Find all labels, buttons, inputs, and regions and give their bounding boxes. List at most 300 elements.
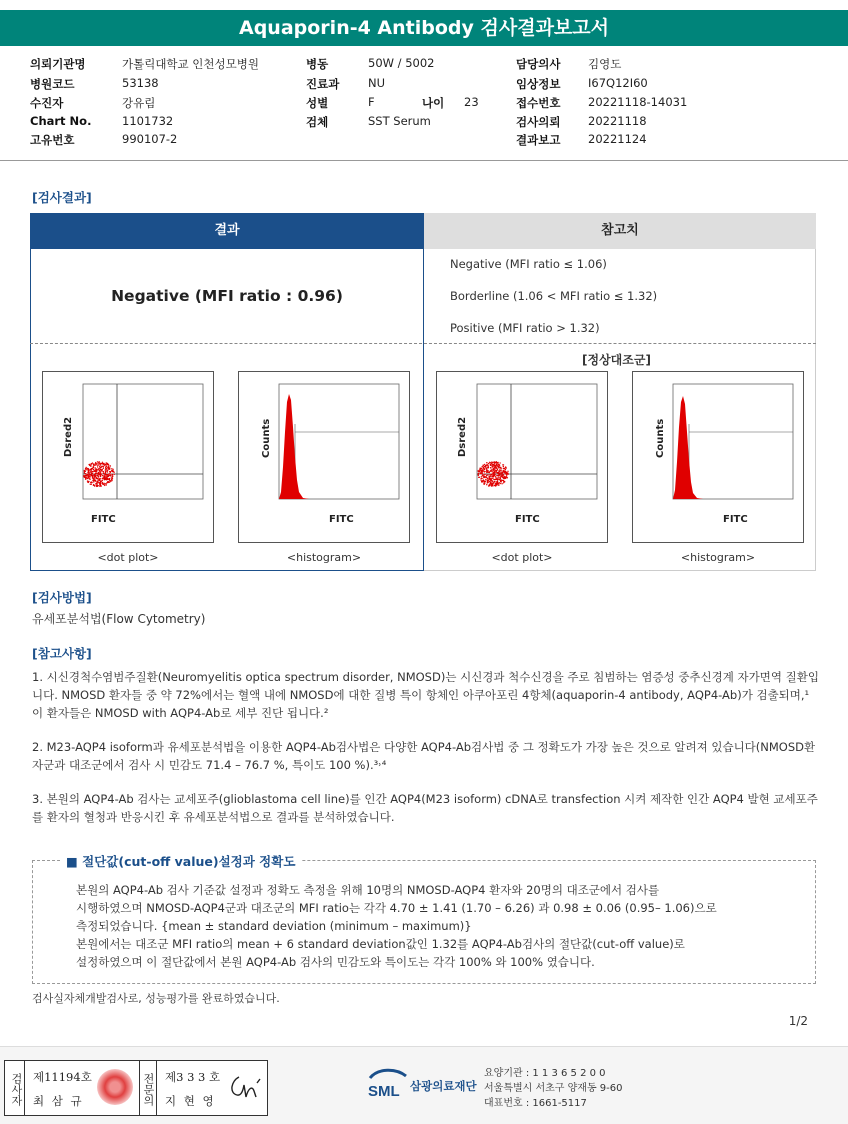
cell-event-dot [97, 478, 98, 479]
info-label: 고유번호 [30, 133, 75, 147]
cell-event-dot [100, 463, 101, 464]
plot-caption: <dot plot> [491, 551, 553, 564]
cell-event-dot [87, 480, 88, 481]
cell-event-dot [98, 473, 99, 474]
plot-xlabel: FITC [515, 514, 540, 525]
cell-event-dot [494, 463, 495, 464]
footnote: 검사실자체개발검사로, 성능평가를 완료하였습니다. [32, 992, 280, 1005]
cell-event-dot [491, 470, 492, 471]
cell-event-dot [92, 473, 93, 474]
cell-event-dot [110, 474, 111, 475]
cell-event-dot [108, 465, 109, 466]
cell-event-dot [95, 462, 96, 463]
cell-event-dot [88, 474, 89, 475]
cell-event-dot [497, 462, 498, 463]
cell-event-dot [109, 479, 110, 480]
cell-event-dot [478, 475, 479, 476]
cell-event-dot [505, 477, 506, 478]
cell-event-dot [498, 473, 499, 474]
cell-event-dot [486, 470, 487, 471]
cell-event-dot [484, 468, 485, 469]
cell-event-dot [497, 479, 498, 480]
cell-event-dot [498, 464, 499, 465]
cutoff-line: 시행하였으며 NMOSD-AQP4군과 대조군의 MFI ratio는 각각 4.70 ± 1.41 (1.70 – 6.26) 과 0.98 ± 0.06 (0.95– 1.06)으로 [76, 901, 717, 915]
info-label: 성별 [306, 96, 329, 110]
page-number: 1/2 [788, 1014, 808, 1028]
cell-event-dot [95, 463, 96, 464]
cell-event-dot [92, 471, 93, 472]
cell-event-dot [486, 462, 487, 463]
info-value: NU [368, 76, 386, 90]
cell-event-dot [492, 484, 493, 485]
cell-event-dot [506, 467, 507, 468]
info-row [30, 95, 830, 113]
cell-event-dot [100, 473, 101, 474]
cell-event-dot [507, 471, 508, 472]
cell-event-dot [99, 480, 100, 481]
cell-event-dot [112, 476, 113, 477]
cell-event-dot [98, 478, 99, 479]
cell-event-dot [500, 478, 501, 479]
cell-event-dot [484, 471, 485, 472]
cell-event-dot [97, 482, 98, 483]
result-value: Negative (MFI ratio : 0.96) [111, 287, 343, 305]
cell-event-dot [103, 473, 104, 474]
cell-event-dot [503, 468, 504, 469]
cell-event-dot [103, 478, 104, 479]
cell-event-dot [98, 462, 99, 463]
info-value: SST Serum [368, 114, 431, 128]
cell-event-dot [98, 476, 99, 477]
dashed-divider [30, 343, 816, 344]
cell-event-dot [478, 477, 479, 478]
cell-event-dot [482, 470, 483, 471]
inst-line: 서울특별시 서초구 양재동 9-60 [484, 1083, 623, 1094]
cell-event-dot [85, 469, 86, 470]
info-label: 병동 [306, 57, 329, 71]
cell-event-dot [83, 475, 84, 476]
cell-event-dot [97, 485, 98, 486]
cell-event-dot [494, 462, 495, 463]
cell-event-dot [85, 473, 86, 474]
cell-event-dot [508, 473, 509, 474]
cell-event-dot [488, 479, 489, 480]
cell-event-dot [484, 465, 485, 466]
cell-event-dot [494, 465, 495, 466]
cell-event-dot [97, 466, 98, 467]
cell-event-dot [495, 467, 496, 468]
cell-event-dot [102, 478, 103, 479]
cell-event-dot [489, 485, 490, 486]
cell-event-dot [494, 485, 495, 486]
cell-event-dot [104, 483, 105, 484]
cell-event-dot [112, 470, 113, 471]
cell-event-dot [497, 466, 498, 467]
note-item: 2. M23-AQP4 isoform과 유세포분석법을 이용한 AQP4-Ab검사법은 다양한 AQP4-Ab검사법 중 그 정확도가 가장 높은 것으로 알려져 있습니다(NMOSD환자군과 대조군에서 검사 시 민감도 71.4 – 76.7 %, 특이도 100 %).³˒⁴ [32, 740, 816, 772]
cell-event-dot [90, 484, 91, 485]
cell-event-dot [480, 472, 481, 473]
cell-event-dot [506, 474, 507, 475]
cell-event-dot [494, 481, 495, 482]
cell-event-dot [499, 468, 500, 469]
cell-event-dot [94, 477, 95, 478]
cell-event-dot [95, 480, 96, 481]
cell-event-dot [88, 477, 89, 478]
cell-event-dot [506, 472, 507, 473]
cell-event-dot [485, 468, 486, 469]
cell-event-dot [93, 478, 94, 479]
cell-event-dot [109, 473, 110, 474]
patient-dot-plot [42, 371, 214, 543]
cell-event-dot [93, 464, 94, 465]
cell-event-dot [490, 467, 491, 468]
cell-event-dot [90, 465, 91, 466]
institution-info [484, 1066, 623, 1111]
cell-event-dot [105, 477, 106, 478]
cutoff-line: 설정하였으며 이 절단값에서 본원 AQP4-Ab 검사의 민감도와 특이도는 각각 100% 와 100% 였습니다. [76, 955, 595, 969]
cell-event-dot [489, 474, 490, 475]
cell-event-dot [492, 466, 493, 467]
cell-event-dot [479, 471, 480, 472]
info-value: 20221124 [588, 132, 647, 146]
specialist-name: 지 현 영 [165, 1094, 216, 1108]
cell-event-dot [482, 473, 483, 474]
header-divider [0, 160, 848, 161]
plot-xlabel: FITC [329, 514, 354, 525]
cell-event-dot [96, 486, 97, 487]
cell-event-dot [500, 470, 501, 471]
inspector-label: 검사자 [5, 1061, 25, 1115]
cell-event-dot [95, 473, 96, 474]
cell-event-dot [100, 482, 101, 483]
cell-event-dot [492, 478, 493, 479]
reference-header: 참고치 [424, 213, 816, 249]
cell-event-dot [100, 474, 101, 475]
info-label: 수진자 [30, 96, 64, 110]
cell-event-dot [496, 463, 497, 464]
cell-event-dot [105, 469, 106, 470]
cell-event-dot [505, 473, 506, 474]
cell-event-dot [107, 464, 108, 465]
cell-event-dot [486, 472, 487, 473]
cell-event-dot [490, 464, 491, 465]
cell-event-dot [491, 480, 492, 481]
cell-event-dot [500, 467, 501, 468]
cell-event-dot [107, 474, 108, 475]
cell-event-dot [493, 479, 494, 480]
cell-event-dot [483, 480, 484, 481]
cell-event-dot [101, 466, 102, 467]
cell-event-dot [99, 471, 100, 472]
cell-event-dot [501, 468, 502, 469]
cell-event-dot [501, 483, 502, 484]
cell-event-dot [487, 482, 488, 483]
cell-event-dot [480, 479, 481, 480]
info-row [30, 132, 830, 150]
inspector-license: 제11194호 [33, 1070, 92, 1084]
cell-event-dot [105, 474, 106, 475]
cell-event-dot [490, 475, 491, 476]
cell-event-dot [503, 480, 504, 481]
cell-event-dot [97, 464, 98, 465]
cell-event-dot [92, 462, 93, 463]
inst-line: 대표번호 : 1661-5117 [484, 1098, 587, 1109]
cell-event-dot [98, 468, 99, 469]
cell-event-dot [97, 481, 98, 482]
cell-event-dot [109, 467, 110, 468]
cell-event-dot [496, 470, 497, 471]
cell-event-dot [482, 475, 483, 476]
info-value: 김영도 [588, 57, 622, 71]
cell-event-dot [102, 462, 103, 463]
cell-event-dot [101, 480, 102, 481]
signature-box [4, 1060, 268, 1116]
cell-event-dot [112, 478, 113, 479]
info-value: 20221118-14031 [588, 95, 688, 109]
cell-event-dot [482, 466, 483, 467]
cell-event-dot [488, 467, 489, 468]
reference-borderline: Borderline (1.06 < MFI ratio ≤ 1.32) [450, 289, 658, 303]
cell-event-dot [493, 473, 494, 474]
cell-event-dot [110, 475, 111, 476]
cell-event-dot [95, 483, 96, 484]
cell-event-dot [486, 484, 487, 485]
cell-event-dot [497, 475, 498, 476]
cell-event-dot [108, 468, 109, 469]
cell-event-dot [96, 470, 97, 471]
info-value: 23 [464, 95, 479, 109]
note-item: 1. 시신경척수염범주질환(Neuromyelitis optica spectrum disorder, NMOSD)는 시신경과 척수신경을 주로 침범하는 염증성 중추신경계 자가면역 질환입니다. NMOSD 환자들 중 약 72%에서는 혈액 내에 NMOSD에 대한 질병 특이 항체인 아쿠아포린 4항체(aquaporin-4 antibody, AQP4-Ab)가 검출되며,¹ 이 환자들은 NMOSD with AQP4-Ab로 세부 진단 됩니다.² [32, 670, 819, 720]
plot-ylabel: Dsred2 [63, 416, 74, 457]
cell-event-dot [495, 483, 496, 484]
cell-event-dot [106, 470, 107, 471]
cell-event-dot [87, 475, 88, 476]
cell-event-dot [506, 475, 507, 476]
cell-event-dot [498, 476, 499, 477]
cell-event-dot [496, 483, 497, 484]
cell-event-dot [500, 473, 501, 474]
cell-event-dot [502, 472, 503, 473]
cell-event-dot [484, 474, 485, 475]
cell-event-dot [105, 483, 106, 484]
cell-event-dot [481, 476, 482, 477]
info-value: 53138 [122, 76, 159, 90]
cell-event-dot [503, 482, 504, 483]
info-label: 진료과 [306, 77, 340, 91]
cell-event-dot [493, 472, 494, 473]
cell-event-dot [479, 468, 480, 469]
cell-event-dot [112, 469, 113, 470]
cell-event-dot [107, 467, 108, 468]
cell-event-dot [490, 462, 491, 463]
cell-event-dot [84, 470, 85, 471]
cell-event-dot [499, 465, 500, 466]
cell-event-dot [89, 464, 90, 465]
cell-event-dot [478, 473, 479, 474]
cell-event-dot [492, 475, 493, 476]
cell-event-dot [488, 463, 489, 464]
cell-event-dot [504, 468, 505, 469]
cell-event-dot [100, 469, 101, 470]
cell-event-dot [106, 471, 107, 472]
cell-event-dot [87, 468, 88, 469]
cell-event-dot [503, 474, 504, 475]
cell-event-dot [85, 467, 86, 468]
cell-event-dot [486, 477, 487, 478]
cell-event-dot [496, 475, 497, 476]
cell-event-dot [104, 465, 105, 466]
signature-mark [227, 1071, 263, 1103]
cell-event-dot [102, 475, 103, 476]
cell-event-dot [501, 474, 502, 475]
cell-event-dot [103, 468, 104, 469]
info-label: 검사의뢰 [516, 115, 561, 129]
cell-event-dot [87, 473, 88, 474]
cell-event-dot [497, 481, 498, 482]
info-row [30, 56, 830, 74]
cell-event-dot [86, 475, 87, 476]
cell-event-dot [504, 470, 505, 471]
cell-event-dot [103, 475, 104, 476]
logo-text: SML [368, 1083, 400, 1100]
info-label: 접수번호 [516, 96, 561, 110]
cell-event-dot [105, 471, 106, 472]
info-value: F [368, 95, 375, 109]
cell-event-dot [491, 474, 492, 475]
cell-event-dot [503, 478, 504, 479]
methods-text: 유세포분석법(Flow Cytometry) [32, 612, 206, 626]
cell-event-dot [496, 471, 497, 472]
cell-event-dot [96, 477, 97, 478]
cutoff-line: 측정되었습니다. {mean ± standard deviation (minimum – maximum)} [76, 919, 472, 933]
cell-event-dot [491, 463, 492, 464]
cell-event-dot [483, 465, 484, 466]
cell-event-dot [494, 469, 495, 470]
cell-event-dot [479, 473, 480, 474]
cell-event-dot [495, 477, 496, 478]
cell-event-dot [492, 469, 493, 470]
control-histogram [632, 371, 804, 543]
cell-event-dot [486, 464, 487, 465]
cell-event-dot [485, 481, 486, 482]
cell-event-dot [94, 467, 95, 468]
plot-xlabel: FITC [723, 514, 748, 525]
cell-event-dot [110, 481, 111, 482]
cell-event-dot [491, 479, 492, 480]
seal-stamp [97, 1069, 133, 1105]
cell-event-dot [94, 485, 95, 486]
report-title: Aquaporin-4 Antibody 검사결과보고서 [0, 10, 848, 46]
cell-event-dot [100, 478, 101, 479]
cell-event-dot [88, 478, 89, 479]
plot-caption: <histogram> [680, 551, 756, 564]
cell-event-dot [99, 484, 100, 485]
info-value: 20221118 [588, 114, 647, 128]
methods-heading: [검사방법] [32, 590, 92, 605]
cell-event-dot [499, 462, 500, 463]
cell-event-dot [84, 475, 85, 476]
cell-event-dot [487, 465, 488, 466]
cell-event-dot [499, 472, 500, 473]
plot-ylabel: Dsred2 [457, 416, 468, 457]
cell-event-dot [498, 467, 499, 468]
cell-event-dot [90, 463, 91, 464]
cell-event-dot [94, 470, 95, 471]
result-table [30, 213, 816, 571]
cell-event-dot [107, 482, 108, 483]
cell-event-dot [499, 482, 500, 483]
plot-xlabel: FITC [91, 514, 116, 525]
cutoff-line: 본원에서는 대조군 MFI ratio의 mean + 6 standard deviation값인 1.32를 AQP4-Ab검사의 절단값(cut-off value)로 [76, 937, 685, 951]
info-label: 검체 [306, 115, 329, 129]
plot-caption: <histogram> [286, 551, 362, 564]
cell-event-dot [501, 480, 502, 481]
cell-event-dot [113, 472, 114, 473]
cell-event-dot [93, 485, 94, 486]
cell-event-dot [112, 474, 113, 475]
cell-event-dot [103, 463, 104, 464]
cell-event-dot [503, 470, 504, 471]
info-row [30, 114, 830, 132]
cell-event-dot [103, 466, 104, 467]
cell-event-dot [95, 475, 96, 476]
plot-caption: <dot plot> [97, 551, 159, 564]
cell-event-dot [100, 467, 101, 468]
cell-event-dot [97, 475, 98, 476]
notes-heading: [참고사항] [32, 646, 92, 661]
specialist-label: 전문의 [139, 1061, 157, 1115]
plot-ylabel: Counts [655, 418, 666, 458]
inspector-name: 최 삼 규 [33, 1094, 84, 1108]
info-row [30, 76, 830, 94]
cell-event-dot [90, 476, 91, 477]
cell-event-dot [487, 478, 488, 479]
specialist-license: 제3 3 3 호 [165, 1070, 221, 1084]
cell-event-dot [494, 474, 495, 475]
patient-histogram [238, 371, 410, 543]
cutoff-title: ■ 절단값(cut-off value)설정과 정확도 [60, 852, 301, 870]
cell-event-dot [489, 471, 490, 472]
cell-event-dot [485, 479, 486, 480]
cell-event-dot [501, 481, 502, 482]
cell-event-dot [484, 464, 485, 465]
cell-event-dot [92, 480, 93, 481]
cutoff-line: 본원의 AQP4-Ab 검사 기준값 설정과 정확도 측정을 위해 10명의 NMOSD-AQP4 환자와 20명의 대조군에서 검사를 [76, 883, 660, 897]
cell-event-dot [87, 478, 88, 479]
info-label: 결과보고 [516, 133, 561, 147]
cell-event-dot [507, 477, 508, 478]
cell-event-dot [486, 474, 487, 475]
cell-event-dot [92, 467, 93, 468]
cell-event-dot [491, 482, 492, 483]
cell-event-dot [93, 481, 94, 482]
control-dot-plot [436, 371, 608, 543]
cell-event-dot [88, 471, 89, 472]
cell-event-dot [481, 470, 482, 471]
result-heading: [검사결과] [32, 190, 92, 205]
cell-event-dot [105, 466, 106, 467]
info-value: 1101732 [122, 114, 174, 128]
cell-event-dot [88, 481, 89, 482]
cell-event-dot [103, 471, 104, 472]
cell-event-dot [85, 478, 86, 479]
cell-event-dot [91, 475, 92, 476]
info-label: 담당의사 [516, 57, 561, 71]
reference-positive: Positive (MFI ratio > 1.32) [450, 321, 600, 335]
cell-event-dot [492, 481, 493, 482]
info-label: Chart No. [30, 114, 92, 128]
cell-event-dot [106, 476, 107, 477]
